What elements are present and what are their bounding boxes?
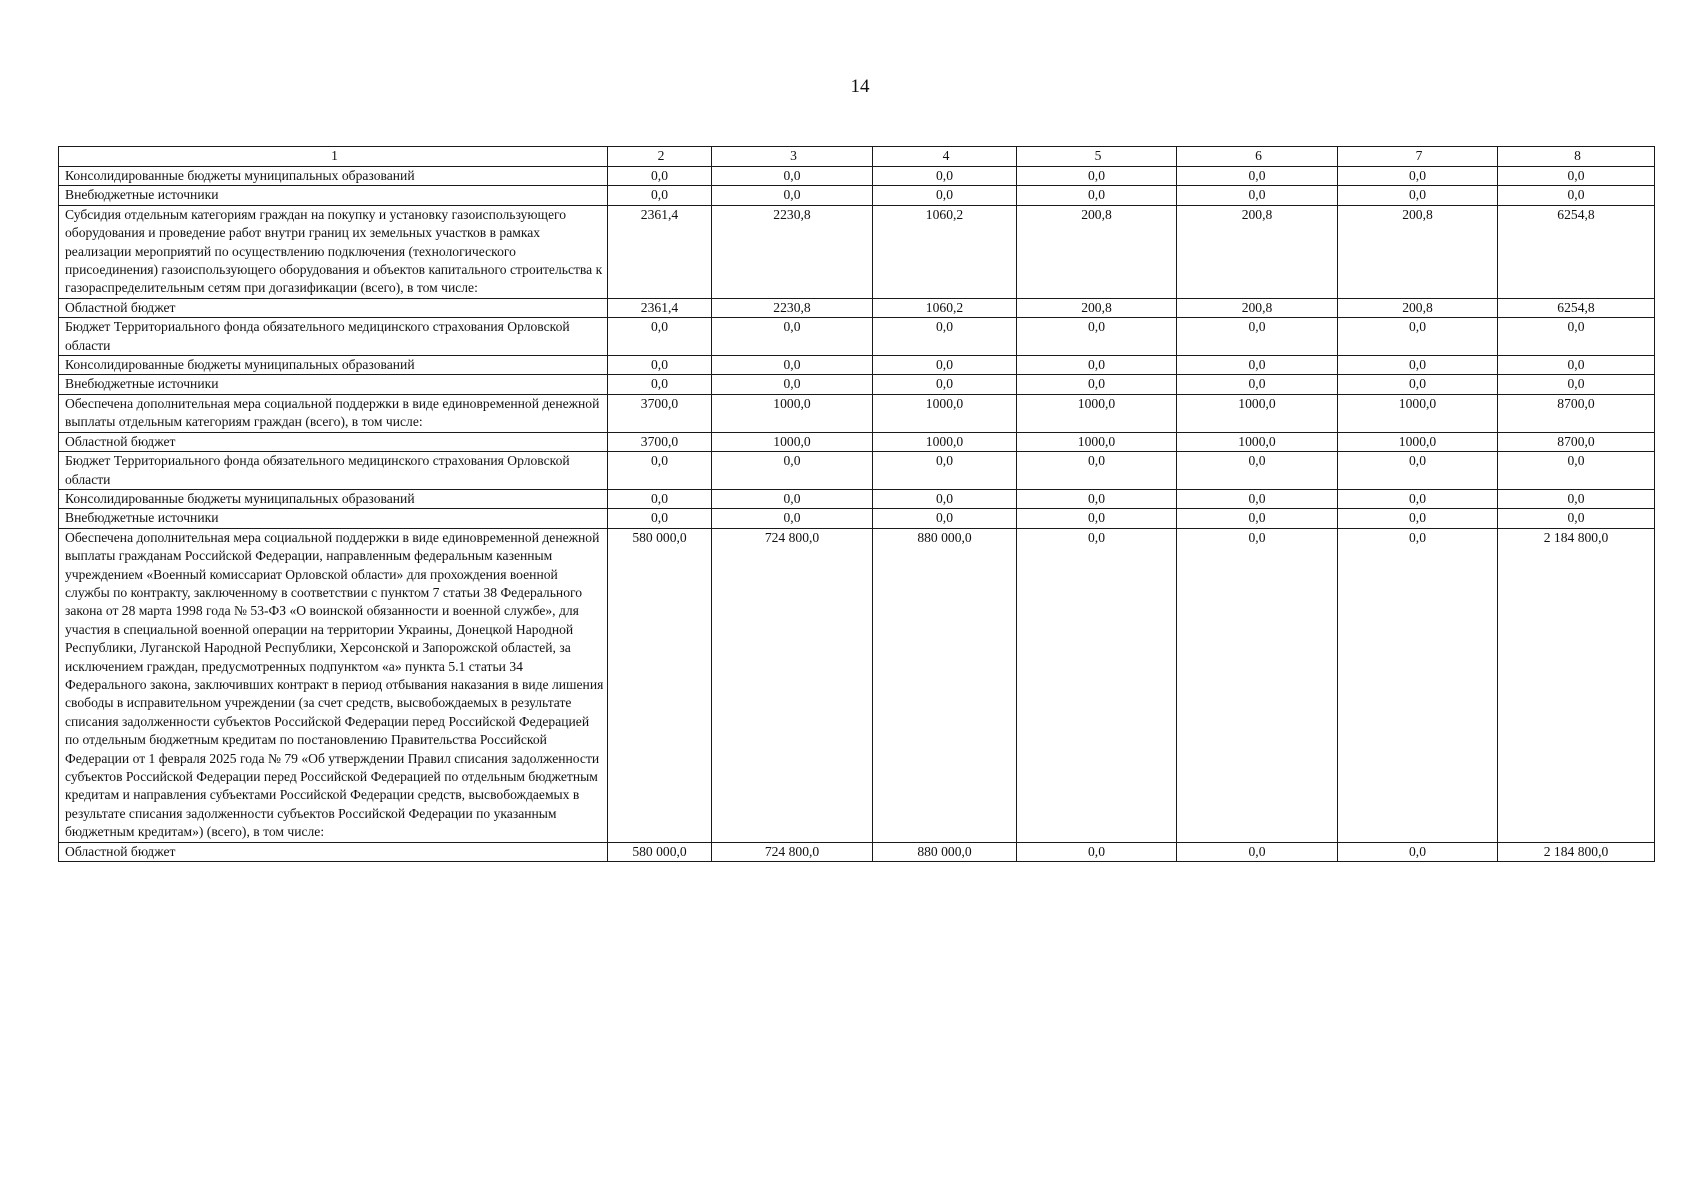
row-label: Внебюджетные источники — [59, 186, 608, 205]
value-cell: 0,0 — [1498, 509, 1655, 528]
value-cell: 0,0 — [1017, 509, 1177, 528]
column-header: 4 — [873, 147, 1017, 167]
value-cell: 2230,8 — [712, 205, 873, 298]
value-cell: 0,0 — [1017, 318, 1177, 356]
value-cell: 0,0 — [1017, 167, 1177, 186]
value-cell: 0,0 — [712, 489, 873, 508]
value-cell: 880 000,0 — [873, 528, 1017, 842]
value-cell: 0,0 — [873, 356, 1017, 375]
row-label: Областной бюджет — [59, 432, 608, 451]
value-cell: 0,0 — [1177, 452, 1338, 490]
value-cell: 0,0 — [608, 509, 712, 528]
value-cell: 580 000,0 — [608, 842, 712, 861]
row-label: Консолидированные бюджеты муниципальных образований — [59, 167, 608, 186]
value-cell: 0,0 — [1017, 842, 1177, 861]
column-header: 7 — [1338, 147, 1498, 167]
value-cell: 2 184 800,0 — [1498, 528, 1655, 842]
value-cell: 0,0 — [1338, 186, 1498, 205]
value-cell: 1000,0 — [1177, 394, 1338, 432]
value-cell: 1000,0 — [712, 394, 873, 432]
row-label: Обеспечена дополнительная мера социальной поддержки в виде единовременной денежной выплаты гражданам Российской Федерации, направленным федеральным казенным учреждением «Военный комиссариат Орловской области» для прохождения военной службы по контракту, заключенному в соответствии с пунктом 7 статьи 38 Федерального закона от 28 марта 1998 года № 53-ФЗ «О воинской обязанности и военной службе», для участия в специальной военной операции на территории Украины, Донецкой Народной Республики, Луганской Народной Республики, Херсонской и Запорожской областей, за исключением граждан, предусмотренных подпунктом «а» пункта 5.1 статьи 34 Федерального закона, заключивших контракт в период отбывания наказания в виде лишения свободы в исправительном учреждении (за счет средств, высвобождаемых в результате списания задолженности субъектов Российской Федерации перед Российской Федерацией по отдельным бюджетным кредитам по постановлению Правительства Российской Федерации от 1 февраля 2025 года № 79 «Об утверждении Правил списания задолженности субъектов Российской Федерации перед Российской Федерацией по отдельным бюджетным кредитам и направления субъектами Российской Федерации средств, высвобождаемых в результате списания задолженности субъектов Российской Федерации по указанным бюджетным кредитам») (всего), в том числе: — [59, 528, 608, 842]
value-cell: 0,0 — [1498, 186, 1655, 205]
value-cell: 200,8 — [1017, 205, 1177, 298]
value-cell: 880 000,0 — [873, 842, 1017, 861]
value-cell: 0,0 — [712, 375, 873, 394]
row-label: Областной бюджет — [59, 842, 608, 861]
table-row — [59, 528, 1655, 842]
value-cell: 0,0 — [712, 186, 873, 205]
budget-table — [58, 146, 1655, 862]
header-row — [59, 147, 1655, 167]
value-cell: 3700,0 — [608, 432, 712, 451]
table-row — [59, 298, 1655, 317]
value-cell: 2230,8 — [712, 298, 873, 317]
value-cell: 0,0 — [1498, 318, 1655, 356]
table-row — [59, 432, 1655, 451]
value-cell: 0,0 — [1177, 167, 1338, 186]
value-cell: 0,0 — [873, 509, 1017, 528]
value-cell: 0,0 — [608, 375, 712, 394]
row-label: Обеспечена дополнительная мера социальной поддержки в виде единовременной денежной выплаты отдельным категориям граждан (всего), в том числе: — [59, 394, 608, 432]
value-cell: 200,8 — [1017, 298, 1177, 317]
value-cell: 0,0 — [873, 186, 1017, 205]
value-cell: 8700,0 — [1498, 432, 1655, 451]
table-row — [59, 356, 1655, 375]
value-cell: 6254,8 — [1498, 298, 1655, 317]
column-header: 8 — [1498, 147, 1655, 167]
value-cell: 0,0 — [1498, 452, 1655, 490]
value-cell: 724 800,0 — [712, 842, 873, 861]
value-cell: 0,0 — [1177, 318, 1338, 356]
table-row — [59, 186, 1655, 205]
value-cell: 1000,0 — [1017, 432, 1177, 451]
value-cell: 2361,4 — [608, 205, 712, 298]
value-cell: 0,0 — [1338, 375, 1498, 394]
value-cell: 0,0 — [1338, 842, 1498, 861]
value-cell: 0,0 — [1017, 186, 1177, 205]
table-body — [59, 147, 1655, 862]
value-cell: 0,0 — [1177, 509, 1338, 528]
value-cell: 0,0 — [712, 452, 873, 490]
value-cell: 1000,0 — [1017, 394, 1177, 432]
value-cell: 2 184 800,0 — [1498, 842, 1655, 861]
table-row — [59, 452, 1655, 490]
row-label: Внебюджетные источники — [59, 509, 608, 528]
value-cell: 0,0 — [1338, 167, 1498, 186]
value-cell: 0,0 — [712, 318, 873, 356]
value-cell: 0,0 — [1017, 528, 1177, 842]
value-cell: 3700,0 — [608, 394, 712, 432]
value-cell: 1000,0 — [1177, 432, 1338, 451]
value-cell: 6254,8 — [1498, 205, 1655, 298]
table-row — [59, 375, 1655, 394]
value-cell: 0,0 — [1017, 452, 1177, 490]
value-cell: 0,0 — [1498, 375, 1655, 394]
value-cell: 0,0 — [1177, 842, 1338, 861]
value-cell: 0,0 — [1338, 452, 1498, 490]
value-cell: 0,0 — [1177, 489, 1338, 508]
value-cell: 0,0 — [1177, 375, 1338, 394]
value-cell: 0,0 — [1177, 356, 1338, 375]
value-cell: 1000,0 — [1338, 394, 1498, 432]
column-header: 1 — [59, 147, 608, 167]
value-cell: 2361,4 — [608, 298, 712, 317]
column-header: 5 — [1017, 147, 1177, 167]
value-cell: 8700,0 — [1498, 394, 1655, 432]
value-cell: 0,0 — [873, 489, 1017, 508]
value-cell: 0,0 — [608, 186, 712, 205]
row-label: Бюджет Территориального фонда обязательного медицинского страхования Орловской области — [59, 452, 608, 490]
value-cell: 0,0 — [1338, 489, 1498, 508]
row-label: Консолидированные бюджеты муниципальных образований — [59, 356, 608, 375]
value-cell: 0,0 — [608, 318, 712, 356]
value-cell: 0,0 — [608, 489, 712, 508]
value-cell: 0,0 — [712, 167, 873, 186]
row-label: Консолидированные бюджеты муниципальных образований — [59, 489, 608, 508]
value-cell: 0,0 — [1177, 528, 1338, 842]
row-label: Субсидия отдельным категориям граждан на покупку и установку газоиспользующего оборудования и проведение работ внутри границ их земельных участков в рамках реализации мероприятий по осуществлению подключения (технологического присоединения) газоиспользующего оборудования и объектов капитального строительства к газораспределительным сетям при догазификации (всего), в том числе: — [59, 205, 608, 298]
value-cell: 0,0 — [712, 356, 873, 375]
value-cell: 1000,0 — [873, 432, 1017, 451]
row-label: Областной бюджет — [59, 298, 608, 317]
value-cell: 0,0 — [1338, 528, 1498, 842]
row-label: Бюджет Территориального фонда обязательного медицинского страхования Орловской области — [59, 318, 608, 356]
table-row — [59, 842, 1655, 861]
value-cell: 0,0 — [1177, 186, 1338, 205]
value-cell: 0,0 — [1498, 167, 1655, 186]
table-row — [59, 394, 1655, 432]
value-cell: 0,0 — [873, 375, 1017, 394]
column-header: 3 — [712, 147, 873, 167]
value-cell: 0,0 — [608, 356, 712, 375]
value-cell: 0,0 — [1498, 356, 1655, 375]
value-cell: 200,8 — [1338, 205, 1498, 298]
value-cell: 0,0 — [712, 509, 873, 528]
table-row — [59, 205, 1655, 298]
value-cell: 0,0 — [1498, 489, 1655, 508]
value-cell: 0,0 — [1338, 509, 1498, 528]
table-row — [59, 489, 1655, 508]
column-header: 6 — [1177, 147, 1338, 167]
column-header: 2 — [608, 147, 712, 167]
value-cell: 0,0 — [1017, 356, 1177, 375]
value-cell: 1060,2 — [873, 298, 1017, 317]
page-number: 14 — [850, 76, 870, 97]
table-row — [59, 509, 1655, 528]
value-cell: 0,0 — [1017, 375, 1177, 394]
value-cell: 0,0 — [608, 452, 712, 490]
value-cell: 724 800,0 — [712, 528, 873, 842]
value-cell: 1000,0 — [712, 432, 873, 451]
value-cell: 200,8 — [1177, 298, 1338, 317]
table-row — [59, 167, 1655, 186]
table-row — [59, 318, 1655, 356]
value-cell: 0,0 — [1338, 318, 1498, 356]
row-label: Внебюджетные источники — [59, 375, 608, 394]
value-cell: 200,8 — [1338, 298, 1498, 317]
value-cell: 200,8 — [1177, 205, 1338, 298]
value-cell: 0,0 — [1017, 489, 1177, 508]
value-cell: 0,0 — [873, 452, 1017, 490]
value-cell: 580 000,0 — [608, 528, 712, 842]
value-cell: 0,0 — [873, 318, 1017, 356]
value-cell: 0,0 — [1338, 356, 1498, 375]
value-cell: 1060,2 — [873, 205, 1017, 298]
value-cell: 0,0 — [873, 167, 1017, 186]
value-cell: 0,0 — [608, 167, 712, 186]
value-cell: 1000,0 — [873, 394, 1017, 432]
value-cell: 1000,0 — [1338, 432, 1498, 451]
